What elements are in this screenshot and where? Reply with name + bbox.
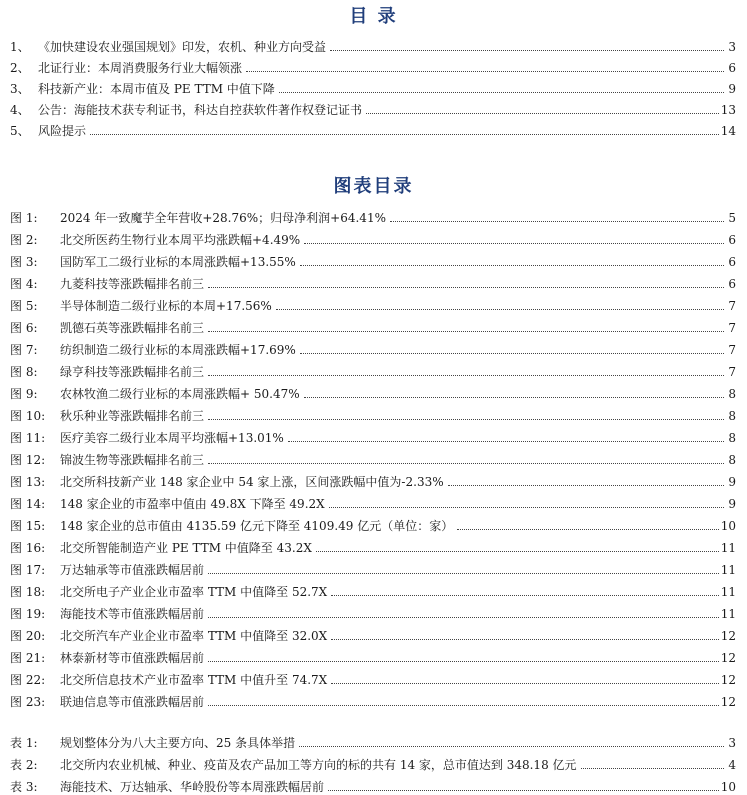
dot-leader — [329, 507, 724, 508]
figure-entry[interactable] — [10, 337, 736, 357]
figure-entry-title: 凯德石英等涨跌幅排名前三 — [60, 321, 205, 335]
dot-leader — [208, 331, 724, 332]
dot-leader — [581, 768, 724, 769]
toc-entry[interactable] — [10, 118, 736, 138]
figure-entry-number: 图 14: — [10, 497, 46, 511]
toc-entry-page: 6 — [728, 61, 736, 75]
dot-leader — [331, 639, 718, 640]
figure-entry-title: 北交所电子产业企业市盈率 TTM 中值降至 52.7X — [60, 585, 328, 599]
figure-entry[interactable] — [10, 381, 736, 401]
dot-leader — [208, 661, 719, 662]
figure-entry-number: 图 23: — [10, 695, 46, 709]
dot-leader — [366, 113, 719, 114]
figure-entry-number: 图 6: — [10, 321, 38, 335]
toc-entry-page: 14 — [720, 124, 736, 138]
dot-leader — [208, 617, 719, 618]
figure-entry-page: 12 — [720, 651, 736, 665]
toc-entry-number: 2、 — [10, 61, 30, 75]
table-entry-number: 表 2: — [10, 758, 38, 772]
toc-entry-title: 《加快建设农业强国规划》印发，农机、种业方向受益 — [38, 40, 327, 54]
figure-entry-page: 6 — [728, 255, 736, 269]
figure-entry-page: 11 — [720, 607, 736, 621]
figure-entry-title: 林泰新材等市值涨跌幅居前 — [60, 651, 205, 665]
figure-entry-title: 北交所科技新产业 148 家企业中 54 家上涨，区间涨跌幅中值为-2.33% — [60, 475, 444, 489]
toc-entry-title: 公告：海能技术获专利证书，科达自控获软件著作权登记证书 — [38, 103, 363, 117]
toc-entry[interactable] — [10, 34, 736, 54]
toc-entry-title: 科技新产业：本周市值及 PE TTM 中值下降 — [38, 82, 275, 96]
dot-leader — [288, 441, 724, 442]
figure-entry-page: 11 — [720, 541, 736, 555]
figure-entry-title: 锦波生物等涨跌幅排名前三 — [60, 453, 205, 467]
dot-leader — [208, 573, 719, 574]
figure-entry-page: 7 — [728, 299, 736, 313]
figure-entry-number: 图 18: — [10, 585, 46, 599]
figure-entry-number: 图 4: — [10, 277, 38, 291]
figure-entry[interactable] — [10, 535, 736, 555]
table-entry-page: 4 — [728, 758, 736, 772]
dot-leader — [330, 50, 724, 51]
figure-entry-number: 图 10: — [10, 409, 46, 423]
figure-entry-number: 图 21: — [10, 651, 46, 665]
figure-entry-page: 12 — [720, 673, 736, 687]
figure-entry-title: 海能技术等市值涨跌幅居前 — [60, 607, 205, 621]
figure-entry-page: 6 — [728, 233, 736, 247]
figure-entry[interactable] — [10, 315, 736, 335]
figure-entry-number: 图 16: — [10, 541, 46, 555]
figure-entry[interactable] — [10, 689, 736, 709]
figure-entry-title: 万达轴承等市值涨跌幅居前 — [60, 563, 205, 577]
figure-entry[interactable] — [10, 425, 736, 445]
toc-entry-page: 3 — [728, 40, 736, 54]
dot-leader — [300, 353, 724, 354]
figure-entry-page: 8 — [728, 387, 736, 401]
table-entry-title: 规划整体分为八大主要方向、25 条具体举措 — [60, 736, 296, 750]
table-entry-page: 10 — [720, 780, 736, 794]
dot-leader — [299, 746, 724, 747]
toc-entry[interactable] — [10, 76, 736, 96]
dot-leader — [316, 551, 719, 552]
figure-entry-title: 秋乐种业等涨跌幅排名前三 — [60, 409, 205, 423]
figure-entry-title: 北交所汽车产业企业市盈率 TTM 中值降至 32.0X — [60, 629, 328, 643]
table-entry[interactable] — [10, 774, 736, 794]
figure-entry-page: 12 — [720, 695, 736, 709]
figure-entry-page: 11 — [720, 585, 736, 599]
figure-entry[interactable] — [10, 227, 736, 247]
dot-leader — [328, 790, 719, 791]
figure-entry-page: 5 — [728, 211, 736, 225]
figure-entry-number: 图 7: — [10, 343, 38, 357]
figure-entry[interactable] — [10, 271, 736, 291]
figure-entry-page: 7 — [728, 321, 736, 335]
figure-entry-number: 图 11: — [10, 431, 46, 445]
toc-entry[interactable] — [10, 55, 736, 75]
figure-entry-number: 图 15: — [10, 519, 46, 533]
figure-entry-number: 图 8: — [10, 365, 38, 379]
toc-entry-title: 北证行业：本周消费服务行业大幅领涨 — [38, 61, 243, 75]
figure-entry-number: 图 12: — [10, 453, 46, 467]
table-entry-title: 北交所内农业机械、种业、疫苗及农产品加工等方向的标的共有 14 家，总市值达到 348.18 亿元 — [60, 758, 577, 772]
figure-entry[interactable] — [10, 579, 736, 599]
table-entry-title: 海能技术、万达轴承、华岭股份等本周涨跌幅居前 — [60, 780, 325, 794]
figure-entry-title: 北交所医药生物行业本周平均涨跌幅+4.49% — [60, 233, 301, 247]
figure-entry-title: 绿亨科技等涨跌幅排名前三 — [60, 365, 205, 379]
toc-heading: 目 录 — [349, 6, 398, 27]
figure-entry[interactable] — [10, 447, 736, 467]
figure-entry-number: 图 13: — [10, 475, 46, 489]
figure-entry-number: 图 1: — [10, 211, 38, 225]
dot-leader — [304, 397, 724, 398]
dot-leader — [457, 529, 718, 530]
figure-entry-number: 图 19: — [10, 607, 46, 621]
dot-leader — [90, 134, 719, 135]
figure-entry[interactable] — [10, 293, 736, 313]
figure-entry[interactable] — [10, 205, 736, 225]
figure-entry[interactable] — [10, 601, 736, 621]
figure-entry-title: 九菱科技等涨跌幅排名前三 — [60, 277, 205, 291]
table-entry[interactable] — [10, 730, 736, 750]
dot-leader — [208, 419, 724, 420]
figure-entry[interactable] — [10, 469, 736, 489]
figure-entry-title: 148 家企业的市盈率中值由 49.8X 下降至 49.2X — [60, 497, 325, 511]
figure-entry-number: 图 20: — [10, 629, 46, 643]
figure-entry[interactable] — [10, 557, 736, 577]
toc-entry-number: 3、 — [10, 82, 30, 96]
table-entry[interactable] — [10, 752, 736, 772]
figure-entry-number: 图 22: — [10, 673, 46, 687]
toc-entry-number: 5、 — [10, 124, 30, 138]
figure-entry-number: 图 3: — [10, 255, 38, 269]
figure-entry-title: 北交所信息技术产业市盈率 TTM 中值升至 74.7X — [60, 673, 328, 687]
figure-entry-title: 半导体制造二级行业标的本周+17.56% — [60, 299, 272, 313]
dot-leader — [331, 683, 718, 684]
table-entry-number: 表 3: — [10, 780, 38, 794]
dot-leader — [208, 463, 724, 464]
dot-leader — [208, 287, 724, 288]
figure-entry[interactable] — [10, 249, 736, 269]
dot-leader — [208, 375, 724, 376]
toc-entry-number: 4、 — [10, 103, 30, 117]
figure-entry-page: 6 — [728, 277, 736, 291]
toc-entry-number: 1、 — [10, 40, 30, 54]
table-entry-page: 3 — [728, 736, 736, 750]
dot-leader — [331, 595, 718, 596]
dot-leader — [304, 243, 724, 244]
figure-entry-title: 纺织制造二级行业标的本周涨跌幅+17.69% — [60, 343, 296, 357]
figure-entry-number: 图 2: — [10, 233, 38, 247]
figure-entry-title: 医疗美容二级行业本周平均涨幅+13.01% — [60, 431, 284, 445]
figure-entry-page: 8 — [728, 431, 736, 445]
figure-entry[interactable] — [10, 403, 736, 423]
toc-entry-title: 风险提示 — [38, 124, 87, 138]
figure-entry-title: 联迪信息等市值涨跌幅居前 — [60, 695, 205, 709]
figure-entry-page: 7 — [728, 343, 736, 357]
figure-entry[interactable] — [10, 359, 736, 379]
toc-entry-page: 13 — [720, 103, 736, 117]
figure-entry[interactable] — [10, 491, 736, 511]
figure-entry[interactable] — [10, 667, 736, 687]
toc-entry-page: 9 — [728, 82, 736, 96]
figure-entry-title: 农林牧渔二级行业标的本周涨跌幅+ 50.47% — [60, 387, 300, 401]
table-entry-number: 表 1: — [10, 736, 38, 750]
figure-entry-number: 图 9: — [10, 387, 38, 401]
figure-entry-number: 图 17: — [10, 563, 46, 577]
figure-entry-page: 10 — [720, 519, 736, 533]
figure-entry[interactable] — [10, 645, 736, 665]
toc-entry[interactable] — [10, 97, 736, 117]
dot-leader — [300, 265, 724, 266]
figure-entry[interactable] — [10, 513, 736, 533]
dot-leader — [279, 92, 724, 93]
figure-entry-page: 7 — [728, 365, 736, 379]
dot-leader — [276, 309, 724, 310]
dot-leader — [246, 71, 724, 72]
figure-entry-page: 8 — [728, 409, 736, 423]
figure-entry-page: 8 — [728, 453, 736, 467]
dot-leader — [390, 221, 724, 222]
figure-entry-number: 图 5: — [10, 299, 38, 313]
figures-heading: 图表目录 — [333, 176, 414, 197]
figure-entry-page: 9 — [728, 497, 736, 511]
dot-leader — [448, 485, 724, 486]
figure-entry-title: 2024 年一致魔芋全年营收+28.76%；归母净利润+64.41% — [60, 211, 386, 225]
figure-entry-page: 9 — [728, 475, 736, 489]
figure-entry-page: 11 — [720, 563, 736, 577]
figure-entry-title: 148 家企业的总市值由 4135.59 亿元下降至 4109.49 亿元（单位：家） — [60, 519, 454, 533]
figure-entry-title: 国防军工二级行业标的本周涨跌幅+13.55% — [60, 255, 296, 269]
figure-entry[interactable] — [10, 623, 736, 643]
figure-entry-title: 北交所智能制造产业 PE TTM 中值降至 43.2X — [60, 541, 312, 555]
figure-entry-page: 12 — [720, 629, 736, 643]
dot-leader — [208, 705, 719, 706]
